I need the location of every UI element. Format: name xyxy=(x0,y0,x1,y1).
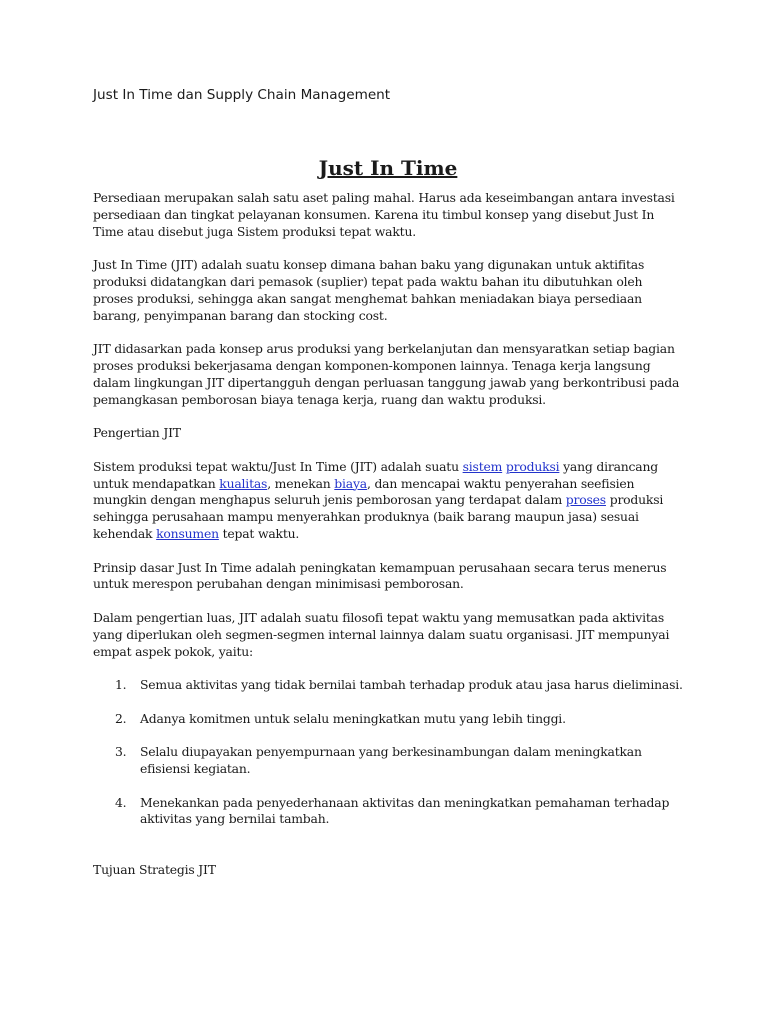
document-body xyxy=(93,190,683,879)
list-number: 1. xyxy=(115,677,127,693)
list-item-text: Selalu diupayakan penyempurnaan yang berkesinambungan dalam meningkatkan efisiensi kegiatan. xyxy=(140,744,642,777)
link-konsumen[interactable]: konsumen xyxy=(156,525,219,541)
link-biaya[interactable]: biaya xyxy=(334,475,367,491)
text-run: produksi sehingga perusahaan mampu menyerahkan produknya (baik barang maupun jasa) sesuai kehendak xyxy=(93,492,664,541)
list-item xyxy=(93,711,683,728)
link-kualitas[interactable]: kualitas xyxy=(219,475,268,491)
heading-tujuan: Tujuan Strategis JIT xyxy=(93,861,216,877)
list-item-text: Semua aktivitas yang tidak bernilai tambah terhadap produk atau jasa harus dieliminasi. xyxy=(140,677,683,693)
list-item xyxy=(93,677,683,694)
text-run: , menekan xyxy=(267,475,335,491)
document-header: Just In Time dan Supply Chain Management xyxy=(93,87,391,103)
list-number: 3. xyxy=(115,744,127,760)
paragraph-intro: Persediaan merupakan salah satu aset paling mahal. Harus ada keseimbangan antara investasi persediaan dan tingkat pelayanan konsumen. Karena itu timbul konsep yang disebut Just In Time atau disebut juga Sistem produksi tepat waktu. xyxy=(93,190,675,239)
link-produksi[interactable]: produksi xyxy=(505,458,560,474)
aspects-list xyxy=(93,677,683,828)
paragraph-prinsip: Prinsip dasar Just In Time adalah peningkatan kemampuan perusahaan secara terus menerus untuk merespon perubahan dengan minimisasi pemborosan. xyxy=(93,559,667,592)
link-proses[interactable]: proses xyxy=(565,492,606,508)
list-number: 2. xyxy=(115,710,127,726)
list-item xyxy=(93,744,683,778)
paragraph-jit-basis: JIT didasarkan pada konsep arus produksi yang berkelanjutan dan mensyaratkan setiap bagian proses produksi bekerjasama dengan komponen-komponen lainnya. Tenaga kerja langsung dalam lingkungan JIT dipertangguh dengan perluasan tanggung jawab yang berkontribusi pada pemangkasan pemborosan biaya tenaga kerja, ruang dan waktu produksi. xyxy=(93,341,680,407)
list-item xyxy=(93,795,683,829)
paragraph-pengertian xyxy=(93,459,683,543)
heading-pengertian: Pengertian JIT xyxy=(93,425,181,441)
text-run: tepat waktu. xyxy=(218,525,300,541)
document-title: Just In Time xyxy=(318,156,458,180)
text-run: , dan mencapai waktu penyerahan seefisien mungkin dengan menghapus seluruh jenis pemborosan yang terdapat dalam xyxy=(93,475,635,508)
paragraph-jit-definition: Just In Time (JIT) adalah suatu konsep dimana bahan baku yang digunakan untuk aktifitas produksi didatangkan dari pemasok (suplier) tepat pada waktu bahan itu dibutuhkan oleh proses produksi, sehingga akan sangat menghemat bahkan meniadakan biaya persediaan barang, penyimpanan barang dan stocking cost. xyxy=(93,257,645,323)
spacer xyxy=(93,845,683,862)
link-sistem[interactable]: sistem xyxy=(462,458,503,474)
list-item-text: Menekankan pada penyederhanaan aktivitas dan meningkatkan pemahaman terhadap aktivitas yang bernilai tambah. xyxy=(140,794,670,827)
text-run: yang dirancang untuk mendapatkan xyxy=(93,458,658,491)
list-number: 4. xyxy=(115,794,127,810)
document-page xyxy=(93,86,683,895)
text-run: Sistem produksi tepat waktu/Just In Time (JIT) adalah suatu xyxy=(93,458,463,474)
list-item-text: Adanya komitmen untuk selalu meningkatkan mutu yang lebih tinggi. xyxy=(140,710,566,726)
paragraph-pengertian-luas: Dalam pengertian luas, JIT adalah suatu filosofi tepat waktu yang memusatkan pada aktivitas yang diperlukan oleh segmen-segmen internal lainnya dalam suatu organisasi. JIT mempunyai empat aspek pokok, yaitu: xyxy=(93,609,670,659)
